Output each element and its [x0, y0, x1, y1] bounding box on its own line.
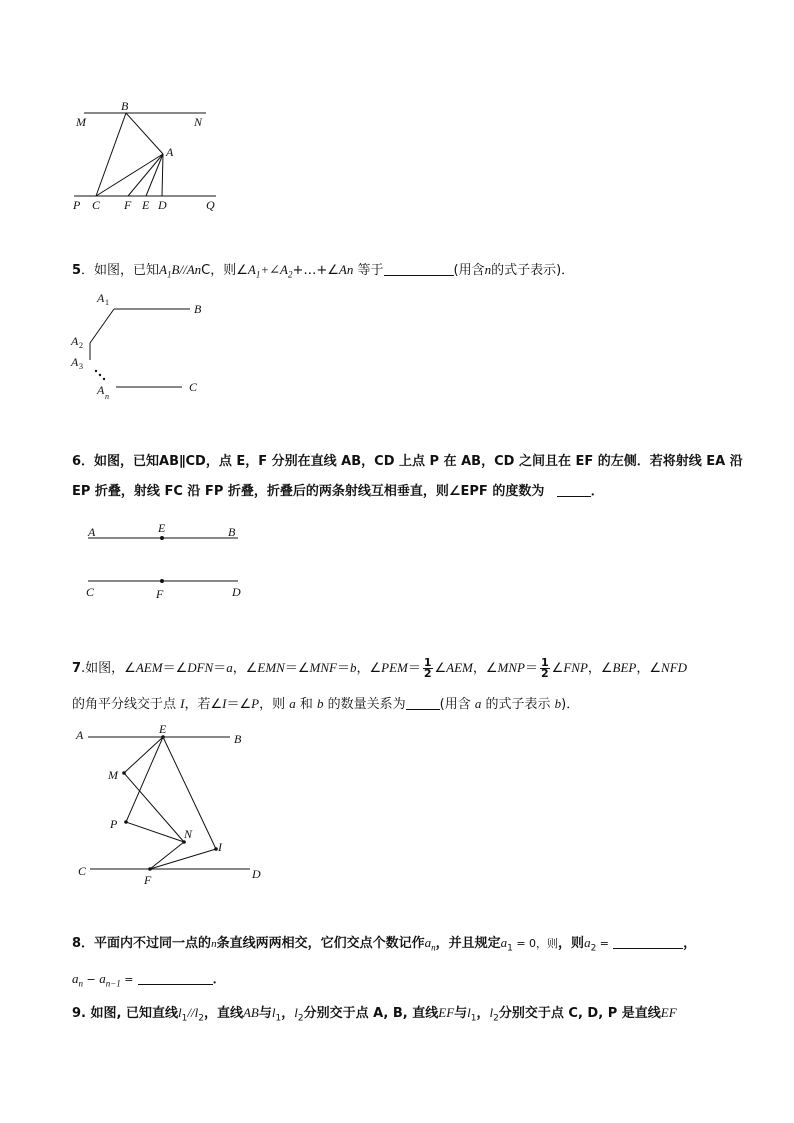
question-7-number: 7 [72, 661, 82, 676]
svg-text:E: E [158, 521, 166, 535]
question-8-line-1: 8．平面内不过同一点的n条直线两两相交，它们交点个数记作$a_n$，并且规定$a_1 = 0$，则，则$a_2$ = ， [72, 935, 697, 954]
question-8-number: 8 [72, 936, 82, 951]
answer-blank-q8-diff[interactable] [138, 971, 213, 985]
svg-text:2: 2 [79, 341, 83, 350]
svg-text:C: C [189, 380, 198, 394]
label-b: B [121, 99, 129, 113]
svg-text:N: N [184, 827, 193, 841]
question-7-line-1: 7.如图，∠AEM＝∠DFN＝a，∠EMN＝∠MNF＝b，∠PEM＝ $\frac{1}{2}$ ∠AEM，∠MNP＝ $\frac{1}{2}$ ∠FNP，∠BEP，∠NFD [72, 656, 688, 680]
segment-ep [126, 737, 163, 822]
figure-q5 [66, 288, 226, 403]
label-e: E [142, 198, 150, 212]
svg-text:A: A [97, 383, 105, 397]
label-d: D [158, 198, 167, 212]
svg-text:A: A [97, 291, 105, 305]
figure-q7 [70, 722, 270, 892]
svg-text:A: A [88, 525, 96, 539]
segment-ac [96, 154, 163, 196]
svg-text:I: I [218, 840, 222, 854]
svg-text:M: M [108, 768, 118, 782]
svg-text:A: A [76, 728, 84, 742]
segment-fi [150, 849, 216, 869]
fraction-half-2: $\frac{1}{2}$ [541, 656, 549, 680]
fraction-half-1: $\frac{1}{2}$ [423, 656, 432, 680]
label-a: A [166, 145, 174, 159]
label-m: M [76, 115, 86, 129]
question-6-line-2: EP 折叠，射线 FC 沿 FP 折叠，折叠后的两条射线互相垂直，则∠EPF 的度数为 ． [72, 484, 604, 499]
segment-bc [96, 113, 126, 196]
label-q: Q [206, 198, 215, 212]
question-8-line-2: $a_n - a_{n-1}$ = ． [72, 971, 226, 989]
answer-blank-q8-a2[interactable] [613, 935, 683, 949]
label-f: F [124, 198, 132, 212]
segment-ba [126, 113, 163, 154]
svg-text:D: D [232, 585, 241, 599]
svg-text:B: B [228, 525, 236, 539]
answer-blank-q6[interactable] [557, 483, 591, 497]
svg-text:A: A [71, 355, 79, 369]
segment-a1-a2 [90, 309, 114, 343]
figure-q6 [80, 518, 255, 608]
question-6-line-1: 6．如图，已知AB∥CD，点 E，F 分别在直线 AB，CD 上点 P 在 AB，CD 之间且在 EF 的左侧．若将射线 EA 沿 [72, 454, 743, 469]
svg-text:C: C [86, 585, 95, 599]
question-7-line-2: 的角平分线交于点 I，若∠I＝∠P，则 a 和 b 的数量关系为 (用含 a 的式子表示 b)． [72, 696, 580, 712]
svg-text:F: F [144, 873, 152, 887]
svg-text:n: n [105, 392, 109, 401]
question-6-number: 6 [72, 454, 82, 469]
svg-text:B: B [234, 732, 242, 746]
svg-text:A: A [71, 334, 79, 348]
question-5-number: 5 [72, 263, 82, 278]
answer-blank-q7[interactable] [406, 696, 440, 710]
svg-text:E: E [159, 722, 167, 736]
segment-af [128, 154, 163, 196]
svg-text:P: P [110, 817, 118, 831]
svg-text:3: 3 [79, 362, 83, 371]
label-c: C [92, 198, 101, 212]
segment-ad [162, 154, 163, 196]
svg-text:F: F [156, 587, 164, 601]
svg-text:C: C [78, 864, 87, 878]
segment-fn [150, 842, 184, 869]
question-9: 9. 如图, 已知直线$l_1//l_2$，直线AB与$l_1$，$l_2$分别交于点 A, B, 直线EF与$l_1$，$l_2$分别交于点 C, D, P 是直线EF [72, 1005, 677, 1024]
segment-ae [146, 154, 163, 196]
label-p: P [73, 198, 81, 212]
svg-text:1: 1 [105, 298, 109, 307]
question-9-number: 9 [72, 1006, 82, 1021]
figure-q4 [60, 95, 230, 220]
segment-em [124, 737, 163, 773]
svg-text:D: D [252, 867, 261, 881]
question-5: 5．如图，已知$A_1B/$/AnC，则$\angle A_1+\angle A_2+\dots+\angle An$ 等于 (用含n的式子表示)． [72, 262, 575, 280]
label-n: N [194, 115, 203, 129]
svg-text:B: B [194, 302, 202, 316]
answer-blank-q5[interactable] [384, 262, 454, 276]
